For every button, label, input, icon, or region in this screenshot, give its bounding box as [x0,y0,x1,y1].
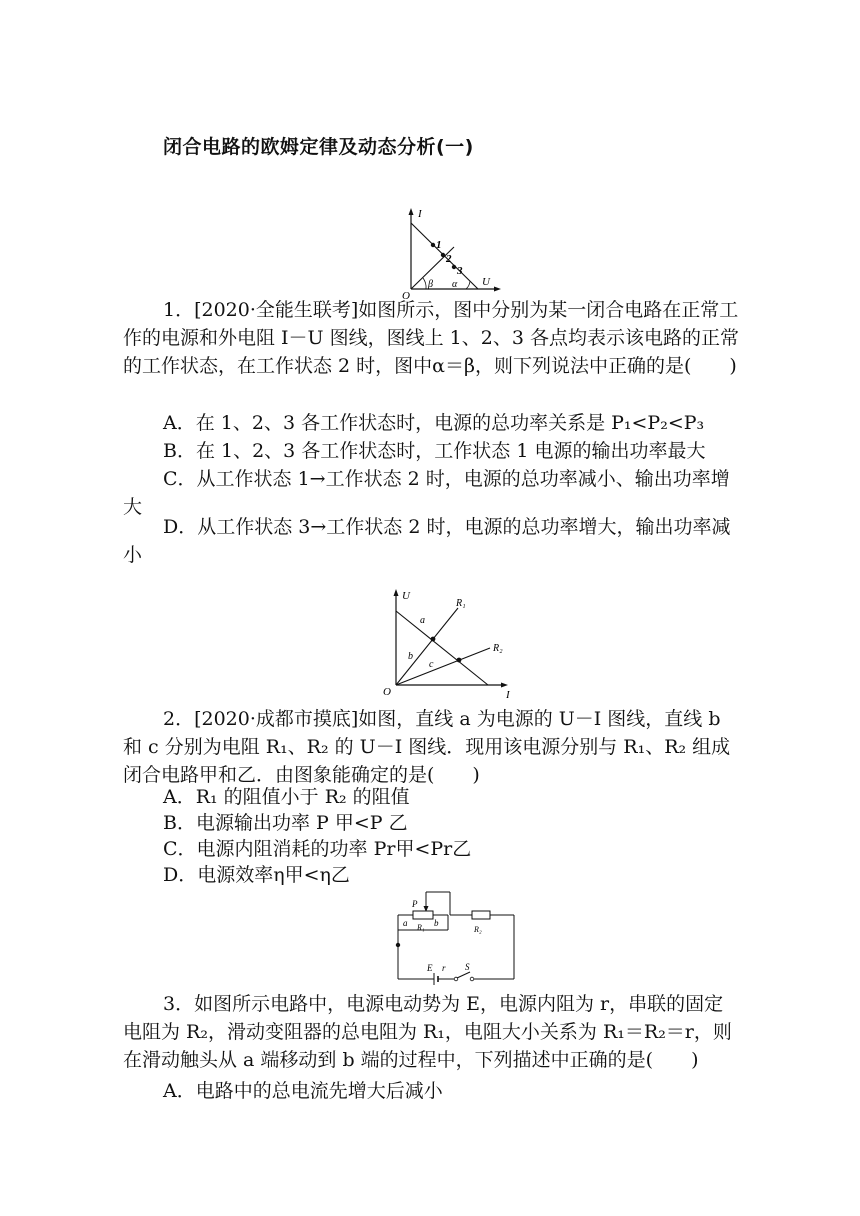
fig1-angle-beta: β [428,279,433,290]
figure-3-circuit [390,888,520,988]
fig1-point-1: 1 [436,239,442,251]
fig3-label-b: b [434,918,439,928]
q1-option-b: B．在 1、2、3 各工作状态时，工作状态 1 电源的输出功率最大 [163,440,706,462]
fig3-label-e: E [427,963,433,973]
q1-option-d: D．从工作状态 3→工作状态 2 时，电源的总功率增大，输出功率减小 [123,516,731,566]
q1-stem: 1．[2020·全能生联考]如图所示，图中分别为某一闭合电路在正常工作的电源和外电阻 I－U 图线，图线上 1、2、3 各点均表示该电路的正常的工作状态，在工作状态 2 时，图中α＝β，则下列说法中正确的是( ) [123,299,739,377]
q2-stem: 2．[2020·成都市摸底]如图，直线 a 为电源的 U－I 图线，直线 b 和 c 分别为电阻 R₁、R₂ 的 U－I 图线．现用该电源分别与 R₁、R₂ 组成闭合电路甲和乙．由图象能确定的是( ) [123,708,731,786]
fig3-label-r: r [442,963,446,973]
fig2-label-r1: R₁ [456,598,466,609]
q1-option-c: C．从工作状态 1→工作状态 2 时，电源的总功率减小、输出功率增大 [123,468,730,518]
q2-option-c: C．电源内阻消耗的功率 Pr甲<Pr乙 [163,838,472,860]
fig2-label-a: a [420,615,425,626]
fig1-angle-alpha: α [452,279,458,290]
q2-option-a: A．R₁ 的阻值小于 R₂ 的阻值 [163,786,410,808]
fig2-label-b: b [408,651,413,662]
figure-2-ui-graph [380,585,530,703]
fig1-axis-i: I [418,208,422,220]
fig1-point-2: 2 [446,253,452,265]
fig3-label-a: a [403,918,408,928]
q3-option-a: A．电路中的总电流先增大后减小 [163,1080,443,1102]
page-title: 闭合电路的欧姆定律及动态分析(一) [163,136,474,158]
figure-1-iu-graph [398,205,508,300]
fig3-label-r1: R₁ [417,923,425,932]
fig1-point-3: 3 [457,265,463,277]
q1-option-a: A．在 1、2、3 各工作状态时，电源的总功率关系是 P₁<P₂<P₃ [163,412,705,434]
fig2-axis-i: I [506,689,510,701]
fig1-origin: O [402,290,410,300]
q3-stem: 3．如图所示电路中，电源电动势为 E，电源内阻为 r，串联的固定电阻为 R₂，滑动变阻器的总电阻为 R₁，电阻大小关系为 R₁＝R₂＝r，则在滑动触头从 a 端移动到 b 端的过程中，下列描述中正确的是( ) [123,993,732,1071]
fig2-label-r2: R₂ [493,643,503,654]
fig1-axis-u: U [482,276,490,288]
fig3-label-s: S [465,962,470,972]
fig3-label-r2: R₂ [474,925,482,934]
fig3-label-p: P [412,899,418,909]
fig2-label-c: c [429,659,434,670]
fig2-origin: O [383,686,391,698]
q2-option-b: B．电源输出功率 P 甲<P 乙 [163,812,408,834]
q2-option-d: D．电源效率η甲<η乙 [163,864,350,886]
fig2-axis-u: U [402,590,410,602]
